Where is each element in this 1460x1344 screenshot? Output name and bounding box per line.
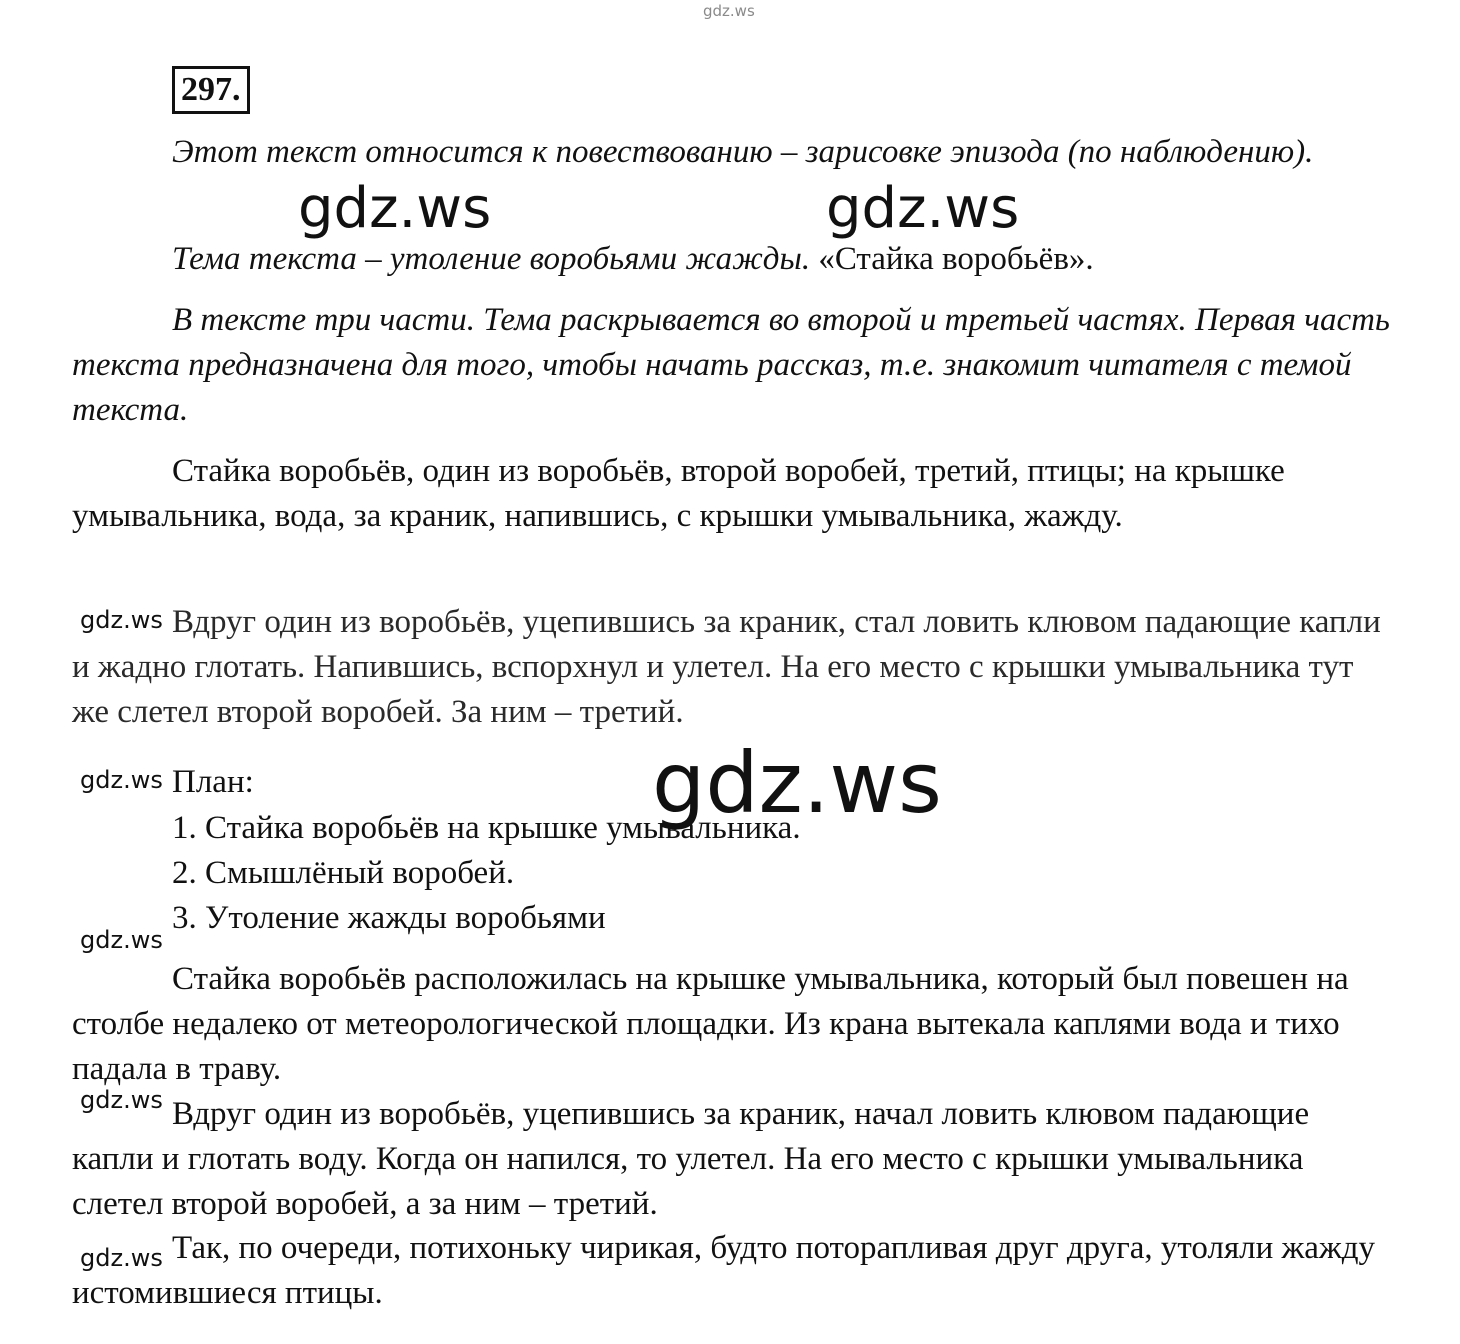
plan-item: 3. Утоление жажды воробьями bbox=[172, 900, 606, 936]
paragraph-retell-3 bbox=[72, 1226, 1392, 1316]
theme-sentence: Тема текста – утоление воробьями жажды. bbox=[172, 241, 811, 277]
paragraph-words bbox=[72, 449, 1392, 539]
paragraph-original bbox=[72, 600, 1392, 735]
watermark-small: gdz.ws bbox=[80, 1244, 163, 1272]
watermark-small: gdz.ws bbox=[80, 926, 163, 954]
retell-text: Стайка воробьёв расположилась на крышке умывальника, который был повешен на столбе недалеко от метеорологической площадки. Из крана вытекала каплями вода и тихо падала в траву. bbox=[72, 961, 1349, 1087]
watermark-large-right: gdz.ws bbox=[826, 176, 1020, 241]
paragraph-text-type bbox=[72, 130, 1392, 175]
plan-item: 2. Смышлёный воробей. bbox=[172, 855, 515, 891]
theme-title: «Стайка воробьёв». bbox=[818, 241, 1094, 277]
paragraph-retell-1 bbox=[72, 957, 1392, 1092]
exercise-number: 297. bbox=[172, 66, 250, 114]
retell-text: Вдруг один из воробьёв, уцепившись за краник, начал ловить клювом падающие капли и глотать воду. Когда он напился, то улетел. На его место с крышки умывальника слетел второй воробей, а за ним – третий. bbox=[72, 1096, 1310, 1222]
plan-title: План: bbox=[172, 764, 254, 800]
paragraph-theme bbox=[72, 237, 1392, 282]
watermark-small: gdz.ws bbox=[80, 766, 163, 794]
watermark-big-center: gdz.ws bbox=[652, 734, 942, 832]
parts-sentence: В тексте три части. Тема раскрывается во второй и третьей частях. Первая часть текста предназначена для того, чтобы начать рассказ, т.е. знакомит читателя с темой текста. bbox=[72, 302, 1390, 428]
paragraph-parts bbox=[72, 298, 1392, 433]
plan-item: 1. Стайка воробьёв на крышке умывальника. bbox=[172, 810, 801, 846]
watermark-small: gdz.ws bbox=[80, 1086, 163, 1114]
original-text: Вдруг один из воробьёв, уцепившись за краник, стал ловить клювом падающие капли и жадно глотать. Напившись, вспорхнул и улетел. На его место с крышки умывальника тут же слетел второй воробей. За ним – третий. bbox=[72, 604, 1381, 730]
watermark-top: gdz.ws bbox=[703, 2, 755, 20]
paragraph-retell-2 bbox=[72, 1092, 1392, 1227]
watermark-large-left: gdz.ws bbox=[298, 176, 492, 241]
watermark-small: gdz.ws bbox=[80, 606, 163, 634]
retell-text: Так, по очереди, потихоньку чирикая, будто поторапливая друг друга, утоляли жажду истомившиеся птицы. bbox=[72, 1230, 1376, 1311]
words-list: Стайка воробьёв, один из воробьёв, второй воробей, третий, птицы; на крышке умывальника, вода, за краник, напившись, с крышки умывальника, жажду. bbox=[72, 453, 1285, 534]
text-type-sentence: Этот текст относится к повествованию – зарисовке эпизода (по наблюдению). bbox=[172, 134, 1314, 170]
